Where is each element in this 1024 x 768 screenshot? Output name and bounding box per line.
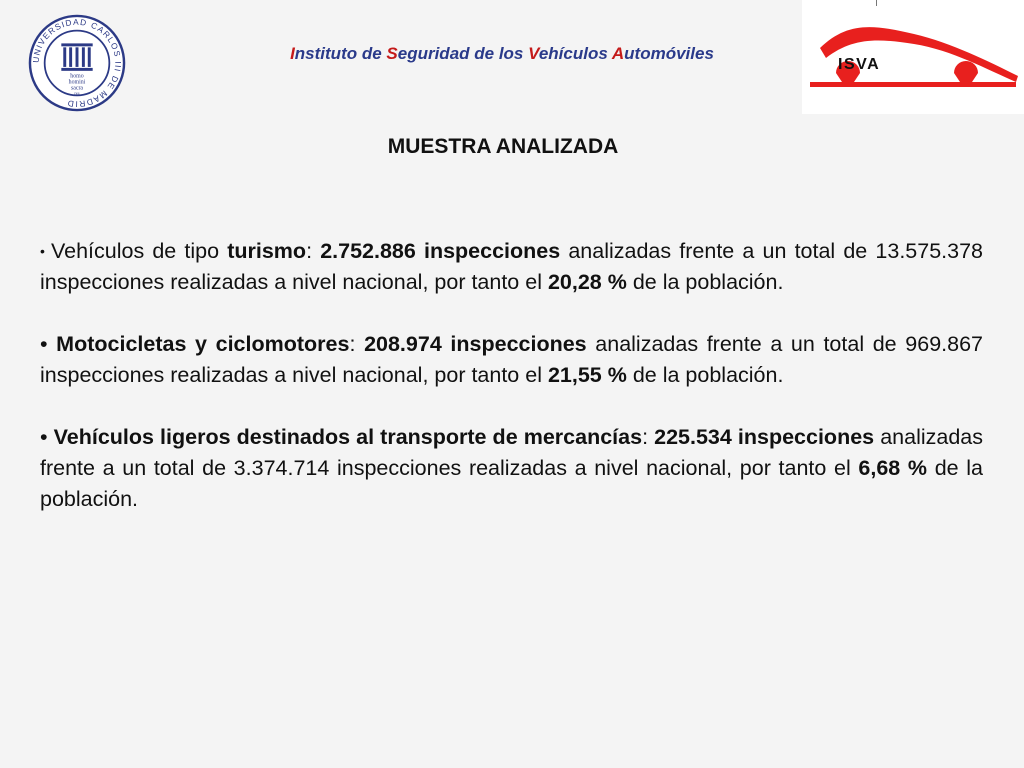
bullet-item <box>40 329 983 391</box>
red-car-silhouette-icon <box>802 0 1024 114</box>
bullet-text: de la población. <box>626 363 784 387</box>
header-title-part: A <box>611 44 625 63</box>
bullet-bold-text: Vehículos ligeros destinados al transporte de mercancías <box>53 425 643 449</box>
bullet-item <box>40 422 983 515</box>
bullet-item <box>40 236 983 298</box>
bullet-bold-text: 2.752.886 inspecciones <box>320 239 561 263</box>
bullet-text: : <box>642 425 655 449</box>
header-title-part: utomóviles <box>624 44 714 63</box>
divider-tick <box>876 0 877 6</box>
bullet-bold-text: 6,68 % <box>858 456 928 480</box>
isva-logo <box>802 0 1024 114</box>
bullet-bold-text: 225.534 inspecciones <box>654 425 875 449</box>
header-title-part: eguridad de los <box>397 44 529 63</box>
bullet-text: analizadas frente a un total de 13.575.378 inspecciones realizadas a nivel nacional, por tanto el <box>40 239 984 294</box>
header-title-part: I <box>290 44 295 63</box>
bullet-text: analizadas frente a un total de 969.867 inspecciones realizadas a nivel nacional, por tanto el <box>40 332 983 387</box>
bullet-bold-text: 20,28 % <box>547 270 627 294</box>
header-title-part: nstituto de <box>294 44 387 63</box>
bullet-text: Vehículos de tipo <box>50 239 228 263</box>
bullet-bold-text: Motocicletas y ciclomotores <box>56 332 350 356</box>
bullet-text: analizadas frente a un total de 3.374.714 inspecciones realizadas a nivel nacional, por tanto el <box>40 425 983 480</box>
header-title-part: V <box>528 44 539 63</box>
bullet-text: : <box>349 332 365 356</box>
header-title-part: S <box>386 44 398 63</box>
isva-logo-text: ISVA <box>838 56 881 73</box>
bullet-bold-text: 21,55 % <box>547 363 627 387</box>
bullet-text: de la población. <box>40 456 983 511</box>
bullet-text: : <box>306 239 321 263</box>
bullet-text: de la población. <box>626 270 784 294</box>
bullet-list <box>40 236 983 546</box>
bullet-dot: • <box>40 332 57 356</box>
seal-motto-4: res <box>74 90 80 96</box>
bullet-bold-text: 208.974 inspecciones <box>364 332 587 356</box>
bullet-dot: • <box>40 243 51 259</box>
seal-motto-2: homini <box>68 79 86 86</box>
header-title-part: ehículos <box>538 44 612 63</box>
seal-motto-3: sacra <box>70 85 84 92</box>
page-title: MUESTRA ANALIZADA <box>387 135 619 158</box>
seal-ring-text: UNIVERSIDAD CARLOS III DE MADRID <box>30 16 124 110</box>
bullet-dot: • <box>40 425 54 449</box>
seal-motto-1: homo <box>70 73 84 80</box>
bullet-bold-text: turismo <box>227 239 307 263</box>
